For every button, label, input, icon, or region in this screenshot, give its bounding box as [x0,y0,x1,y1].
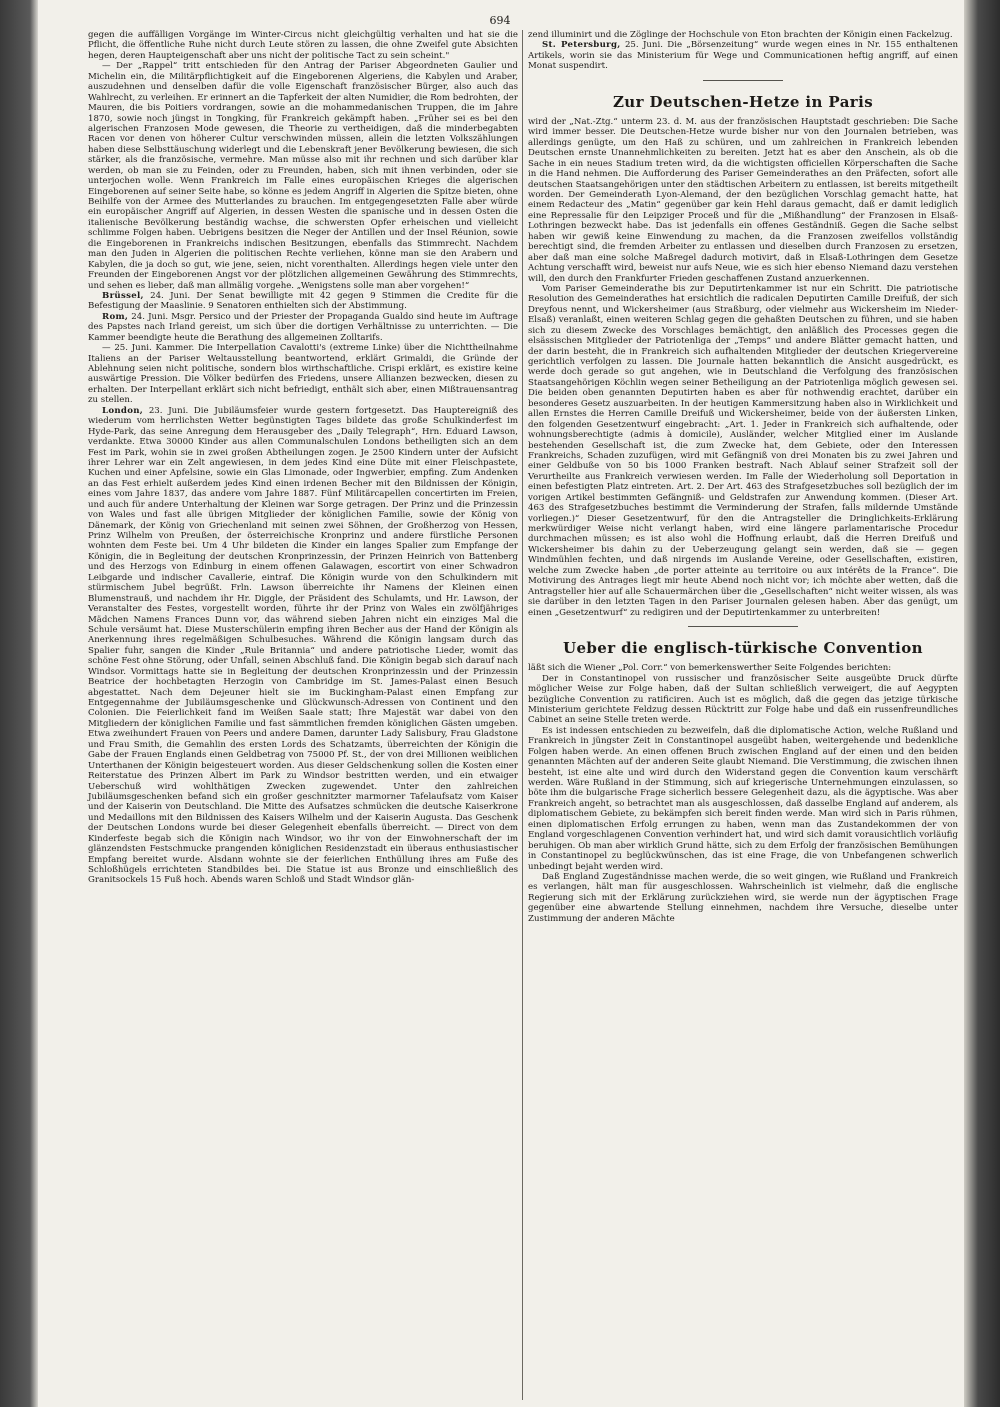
paragraph: zend illuminirt und die Zöglinge der Hochschule von Eton brachten der Königin einen Fackelzug. [528,30,953,40]
dateline-london: London, [102,405,144,416]
news-item-petersburg [528,40,958,71]
news-item-brussels [88,291,518,312]
page-number: 694 [489,14,511,27]
heading-rule [703,80,783,81]
section-heading-convention: Ueber die englisch-türkische Convention [562,638,923,657]
news-text: 23. Juni. Die Jubiläumsfeier wurde gestern fortgesetzt. Das Hauptereigniß des wiederum vom herrlichsten Wetter begünstigten Tages bildete das große Schulkinderfest im Hyde-Park, das seine Anregung dem Herausgeber des „Daily Telegraph“, Hrn. Eduard Lawson, verdankte. Etwa 30000 Kinder aus allen Communalschulen Londons betheiligten sich an dem Fest im Park, wohin sie in zwei großen Abtheilungen zogen. Je 2500 Kindern unter der Aufsicht ihrer Lehrer war ein Zelt angewiesen, in dem jedes Kind eine Düte mit einer Fleischpastete, Kuchen und einer Apfelsine, sowie ein Glas Limonade, oder Ingwerbier, empfing. Zum Andenken an das Fest erhielt außerdem jedes Kind einen irdenen Becher mit den Bildnissen der Königin, eines vom Jahre 1837, das andere vom Jahre 1887. Fünf Militärcapellen concertirten im Freien, und auch für andere Unterhaltung der Kleinen war Sorge getragen. Der Prinz und die Prinzessin von Wales und fast alle übrigen Mitglieder der königlichen Familie, sowie der König von Dänemark, der König von Griechenland mit seinen zwei Söhnen, der Großherzog von Hessen, Prinz Wilhelm von Preußen, der österreichische Kronprinz und andere fürstliche Personen wohnten dem Feste bei. Um 4 Uhr bildeten die Kinder ein langes Spalier zum Empfange der Königin, die in Begleitung der deutschen Kronprinzessin, der Prinzen Heinrich von Battenberg und des Herzogs von Edinburg in einem offenen Galawagen, escortirt von einer Schwadron Leibgarde und indischer Cavallerie, eintraf. Die Königin wurde von den Schulkindern mit stürmischem Jubel begrüßt. Frln. Lawson überreichte ihr Namens der Kleinen einen Blumenstrauß, und nachdem ihr Hr. Diggle, der Präsident des Schulamts, und Hr. Lawson, der Veranstalter des Festes, vorgestellt worden, führte ihr der Prinz von Wales ein zwölfjähriges Mädchen Namens Frances Dunn vor, das während sieben Jahren nicht ein einziges Mal die Schule versäumt hat. Diese Musterschülerin empfing ihren Becher aus der Hand der Königin als Anerkennung ihres regelmäßigen Schulbesuches. Während die Königin langsam durch das Spalier fuhr, sangen die Kinder „Rule Britannia“ und andere patriotische Lieder, womit das schöne Fest ohne Störung, oder Unfall, seinen Abschluß fand. Die Königin begab sich darauf nach Windsor. Vormittags hatte sie in Begleitung der deutschen Kronprinzessin und der Prinzessin Beatrice der hochbetagten Herzogin von Cambridge im St. James-Palast einen Besuch abgestattet. Nach dem Dejeuner hielt sie im Buckingham-Palast einen Empfang zur Entgegennahme der Jubiläumsgeschenke und Glückwunsch-Adressen von Continent und den Colonien. Die Feierlichkeit fand im Weißen Saale statt; Ihre Majestät war dabei von den Mitgliedern der königlichen Familie und fast sämmtlichen fremden königlichen Gästen umgeben. Etwa zweihundert Frauen von Peers und andere Damen, darunter Lady Salisbury, Frau Gladstone und Frau Smith, die Gemahlin des ersten Lords des Schatzamts, überreichten der Königin die Gabe der Frauen Englands einen Geldbetrag von 75000 Pf. St., der von drei Millionen weiblichen Unterthanen der Königin beigesteuert worden. Aus dieser Geldschenkung sollen die Kosten einer Reiterstatue des Prinzen Albert im Park zu Windsor bestritten werden, und ein etwaiger Ueberschuß wird wohlthätigen Zwecken zugewendet. Unter den zahlreichen Jubiläumsgeschenken befand sich ein großer geschnitzter marmorner Tafelaufsatz vom Kaiser und der Kaiserin von Deutschland. Die Mitte des Aufsatzes schmücken die deutsche Kaiserkrone und Medaillons mit den Bildnissen des Kaisers Wilhelm und der Kaiserin Augusta. Das Geschenk der Deutschen Londons wurde bei dieser Gelegenheit ebenfalls überreicht. — Direct von dem Kinderfeste begab sich die Königin nach Windsor, wo ihr von der Einwohnerschaft der im glänzendsten Festschmucke prangenden königlichen Residenzstadt ein überaus enthusiastischer Empfang bereitet wurde. Alsdann wohnte sie der feierlichen Enthüllung ihres am Fuße des Schloßhügels errichteten Standbildes bei. Die Statue ist aus Bronze und einschließlich des Granitsockels 15 Fuß hoch. Abends waren Schloß und Stadt Windsor glän- [88,405,519,886]
paragraph: Der in Constantinopel von russischer und französischer Seite ausgeübte Druck dürfte möglicher Weise zur Folge haben, daß der Sultan schließlich verweigert, die auf Aegypten bezügliche Convention zu ratificiren. Auch ist es möglich, daß die gegen das jetzige türkische Ministerium gerichtete Feldzug dessen Rücktritt zur Folge habe und daß ein russenfreundliches Cabinet an seine Stelle treten werde. [528,673,958,726]
dateline-petersburg: St. Petersburg, [542,40,621,51]
paragraph: Vom Pariser Gemeinderathe bis zur Deputirtenkammer ist nur ein Schritt. Die patriotische Resolution des Gemeinderathes hat ersichtlich die radicalen Deputirten Camille Dreifuß, der sich Dreyfous nennt, und Wickersheimer (aus Straßburg, oder vielmehr aus Wickersheim im Nieder-Elsaß) veranlaßt, einen weiteren Schlag gegen die gehaßten Deutschen zu führen, und sie haben sich zu diesem Zwecke des Vorschlages bemächtigt, den anläßlich des Processes gegen die elsässischen Mitglieder der Patriotenliga der „Temps“ und andere Blätter gemacht hatten, und der darin besteht, die in Frankreich sich aufhaltenden Mitglieder der deutschen Kriegervereine gerichtlich verfolgen zu lassen. Die Journale hatten bekanntlich die Ansicht ausgedrückt, es werde doch gerade so gut angehen, wie in Deutschland die Verfolgung des französischen Staatsangehörigen Köchlin wegen seiner Betheiligung an der Patriotenliga möglich gewesen sei. Die beiden oben genannten Deputirten haben es aber für nothwendig erachtet, darüber ein besonderes Gesetz auszuarbeiten. In der heutigen Kammersitzung haben also in Wirklichkeit und allen Ernstes die Herren Camille Dreifuß und Wickersheimer, beide von der äußersten Linken, den folgenden Gesetzentwurf eingebracht: „Art. 1. Jeder in Frankreich sich aufhaltende, oder wohnungsberechtigte (admis à domicile), Ausländer, welcher Mitglied einer im Auslande bestehenden Gesellschaft ist, die zum Zwecke hat, dem Gebiete, oder den Interessen Frankreichs, Schaden zuzufügen, wird mit Gefängniß von drei Monaten bis zu zwei Jahren und einer Geldbuße von 50 bis 1000 Franken bestraft. Nach Ablauf seiner Strafzeit soll der Verurtheilte aus Frankreich verwiesen werden. Im Falle der Wiederholung soll Deportation in einen befestigten Platz eintreten. Art. 2. Der Art. 463 des Strafgesetzbuches soll bezüglich der im vorigen Artikel bestimmten Gefängniß- und Geldstrafen zur Anwendung kommen. (Dieser Art. 463 des Strafgesetzbuches bestimmt die Verminderung der Strafen, falls mildernde Umstände vorliegen.)“ Dieser Gesetzentwurf, für den die Antragsteller die Dringlichkeits-Erklärung merkwürdiger Weise nicht verlangt haben, wird eine längere parlamentarische Procedur durchmachen müssen; es ist also wohl die Hoffnung erlaubt, daß die Herren Dreifuß und Wickersheimer bis dahin zu der Ueberzeugung gelangt sein werden, daß sie — gegen Windmühlen fechten, und daß nirgends im Auslande Vereine, oder Gesellschaften, existiren, welche zum Zwecke haben „de porter atteinte au territoire ou aux intérêts de la France“. Die Motivirung des Antrages liegt mir heute Abend noch nicht vor; ich möchte aber wetten, daß die Antragsteller hier auf alle Schauermärchen über die „Gesellschaften“ nicht weiter wissen, als was sie darüber in den letzten Tagen in den Pariser Journalen gelesen haben. Aber das genügt, um einen „Gesetzentwurf“ zu redigiren und der Deputirtenkammer zu unterbreiten! [528,283,958,618]
scan-border-left [0,0,38,1407]
column-divider [522,30,523,1400]
news-text: 24. Juni. Msgr. Persico und der Priester der Propaganda Gualdo sind heute im Auftrage des Papstes nach Irland gereist, um sich über die dortigen Verhältnisse zu unterrichten. — Die Kammer beendigte heute die Berathung des allgemeinen Zolltarifs. [88,311,518,343]
news-text: 25. Juni. Die „Börsenzeitung“ wurde wegen eines in Nr. 155 enthaltenen Artikels, worin sie das Ministerium für Wege und Communicationen heftig angriff, auf einen Monat suspendirt. [528,40,959,72]
paragraph: läßt sich die Wiener „Pol. Corr.“ von bemerkenswerther Seite Folgendes berichten: [528,663,892,674]
dateline-rome: Rom, [102,311,129,322]
news-text: 24. Juni. Der Senat bewilligte mit 42 gegen 9 Stimmen die Credite für die Befestigung der Maaslinie. 9 Senatoren enthielten sich der Abstimmung. [88,290,519,312]
right-column [528,30,958,924]
paragraph: gegen die auffälligen Vorgänge im Winter-Circus nicht gleichgültig verhalten und hat sie die Pflicht, die öffentliche Ruhe nicht durch Leute stören zu lassen, die ohne Zweifel gute Absichten hegen, deren Haupteigenschaft aber uns nicht der politische Tact zu sein scheint." [88,30,518,61]
paragraph: — Der „Rappel“ tritt entschieden für den Antrag der Pariser Abgeordneten Gaulier und Michelin ein, die Militärpflichtigkeit auf die Eingeborenen Algeriens, die Kabylen und Araber, auszudehnen und denselben dafür die volle Eigenschaft französischer Bürger, also auch das Wahlrecht, zu verleihen. Er erinnert an die Tapferkeit der alten Numidier, die Rom bedrohten, der Mauren, die bis Poitiers vordrangen, sowie an die mohammedanischen Truppen, die im Jahre 1870, sowie noch jüngst in Tongking, für Frankreich gekämpft haben. „Früher sei es bei den algerischen Franzosen Mode gewesen, die Theorie zu vertheidigen, daß die minderbegabten Racen vor denen von höherer Cultur verschwinden müssen, allein die letzten Volkszählungen haben diese Selbsttäuschung widerlegt und die Lebenskraft jener Bevölkerung bewiesen, die sich stärker, als die französische, vermehre. Man müsse also mit ihr rechnen und sich darüber klar werden, ob man sie zu Feinden, oder zu Freunden, haben, sich mit ihnen verbinden, oder sie unterjochen wolle. Wenn Frankreich im Falle eines europäischen Krieges die algerischen Eingeborenen auf seiner Seite habe, so könne es jedem Angriff in Algerien die Spitze bieten, ohne Beihilfe von der Armee des Mutterlandes zu brauchen. Im entgegengesetzten Falle aber würde ein europäischer Angriff auf Algerien, in dessen Westen die spanische und in dessen Osten die italienische Bevölkerung beständig wachse, die schwersten Opfer erheischen und vielleicht schlimme Folgen haben. Uebrigens besitzen die Neger der Antillen und der Insel Réunion, sowie die Eingeborenen in Frankreichs indischen Besitzungen, ebenfalls das Stimmrecht. Nachdem man den Juden in Algerien die politischen Rechte verliehen, könne man sie den Arabern und Kabylen, die ja doch so gut, wie jene, seien, nicht vorenthalten. Allerdings hegen viele unter den Freunden der Eingeborenen Angst vor der plötzlichen allgemeinen Gewährung des Stimmrechts, und sehen es lieber, daß man allmälig vorgehe. „Wenigstens solle man aber vorgehen!“ [88,61,518,291]
left-column [88,30,518,886]
heading-rule [688,626,798,627]
paragraph: Es ist indessen entschieden zu bezweifeln, daß die diplomatische Action, welche Rußland und Frankreich in jüngster Zeit in Constantinopel ausgeübt haben, weitergehende und bedenkliche Folgen haben werde. An einen offenen Bruch zwischen England auf der einen und den beiden genannten Mächten auf der anderen Seite glaubt Niemand. Die Verstimmung, die zwischen ihnen besteht, ist eine alte und wird durch den Widerstand gegen die Convention kaum verschärft werden. Wäre Rußland in der Stimmung, sich auf kriegerische Unternehmungen einzulassen, so böte ihm die bulgarische Frage sicherlich bessere Gelegenheit dazu, als die ägyptische. Was aber Frankreich angeht, so betrachtet man als ausgeschlossen, daß dasselbe England auf anderem, als diplomatischem Gebiete, zu bekämpfen sich bereit finden werde. Man wird sich in Paris rühmen, einen diplomatischen Erfolg errungen zu haben, wenn man das Zustandekommen der von England vorgeschlagenen Convention verhindert hat, und wird sich damit vorausichtlich vorläufig beruhigen. Ob man aber wirklich Grund hätte, sich zu dem Erfolg der französischen Bemühungen in Constantinopel zu beglückwünschen, das ist eine Frage, die von Unbefangenen schwerlich unbedingt bejaht werden wird. [528,725,958,872]
dateline-brussels: Brüssel, [102,290,144,301]
section-heading-deutschen-hetze: Zur Deutschen-Hetze in Paris [612,92,874,111]
scan-border-right [964,0,1000,1407]
paragraph: Daß England Zugeständnisse machen werde, die so weit gingen, wie Rußland und Frankreich es verlangen, hält man für ausgeschlossen. Wahrscheinlich ist vielmehr, daß die englische Regierung sich mit der Erklärung zurückziehen wird, sie werde nun der ägyptischen Frage gegenüber eine abwartende Stellung einnehmen, nachdem ihre Versuche, dieselbe unter Zustimmung der anderen Mächte [528,871,958,924]
paragraph: — 25. Juni. Kammer. Die Interpellation Cavalotti's (extreme Linke) über die Nichttheilnahme Italiens an der Pariser Weltausstellung beantwortend, erklärt Grimaldi, die Gründe der Ablehnung seien nicht politische, sondern blos wirthschaftliche. Crispi erklärt, es existire keine auswärtige Pression. Die Völker bedürfen des Friedens, unsere Allianzen bezwecken, diesen zu erhalten. Der Interpellant erklärt sich nicht befriedigt, enthält sich aber, einen Mißtrauensantrag zu stellen. [88,343,518,406]
paragraph: wird der „Nat.-Ztg.“ unterm 23. d. M. aus der französischen Hauptstadt geschrieben: Die Sache wird immer besser. Die Deutschen-Hetze wurde bisher nur von den Journalen betrieben, was allerdings genügte, um den Haß zu schüren, und um zahlreichen in Frankreich lebenden Deutschen ernste Unannehmlichkeiten zu bereiten. Jetzt hat es aber den Anschein, als ob die Sache in ein neues Stadium treten wird, da die wichtigsten officiellen Körperschaften die Sache in die Hand nehmen. Die Aufforderung des Pariser Gemeinderathes an den Präfecten, sofort alle deutschen Staatsangehörigen unter den städtischen Arbeitern zu entlassen, ist bereits mitgetheilt worden. Der Gemeinderath Lyon-Alemand, der den bezüglichen Vorschlag gemacht hatte, hat einem Redacteur des „Matin“ gegenüber gar kein Hehl daraus gemacht, daß er damit lediglich eine Repressalie für den Leipziger Proceß und für die „Mißhandlung“ der Franzosen in Elsaß-Lothringen bezweckt habe. Das ist jedenfalls ein offenes Geständniß. Gegen die Sache selbst haben wir gewiß keine Einwendung zu machen, da die Franzosen zweifellos vollständig berechtigt sind, die fremden Arbeiter zu entlassen und dieselben durch Franzosen zu ersetzen, aber daß man eine solche Maßregel dadurch motivirt, daß in Elsaß-Lothringen dem Gesetze Achtung verschafft wird, beweist nur aufs Neue, wie es sich hier ebenso Niemand dazu verstehen will, den durch den Frankfurter Frieden geschaffenen Zustand anzuerkennen. [528,116,958,284]
news-item-rome [88,312,518,343]
news-item-london [88,406,518,886]
